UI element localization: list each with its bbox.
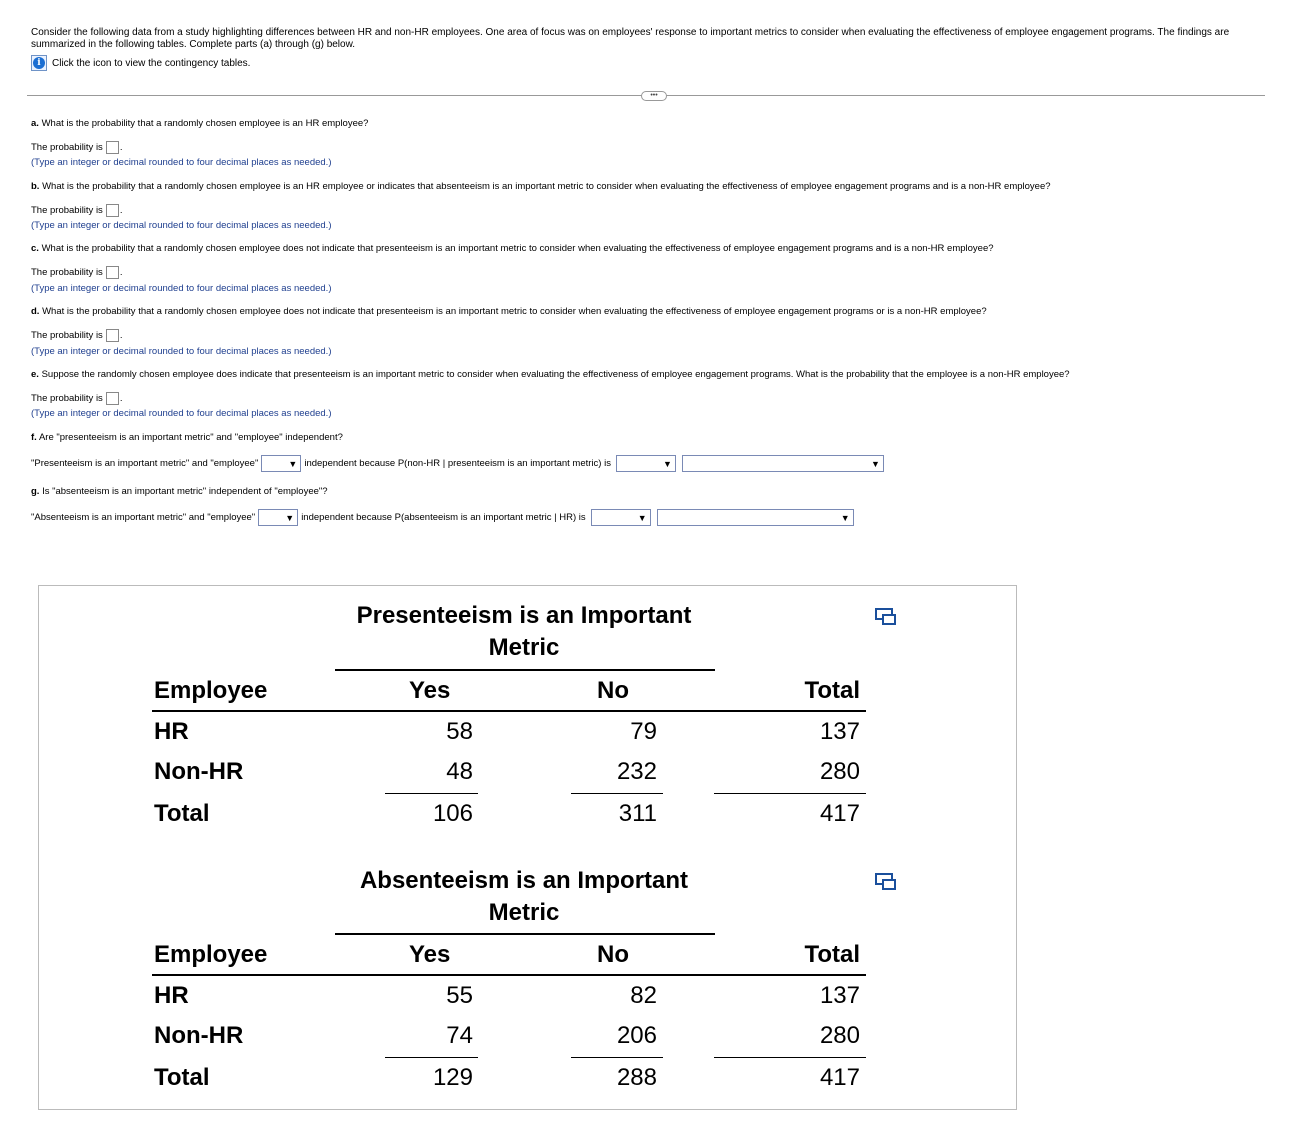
dropdown-arrow-icon: ▼ [288, 458, 298, 469]
hint-d: (Type an integer or decimal rounded to four decimal places as needed.) [31, 346, 332, 357]
table1-header-yes: Yes [409, 677, 451, 704]
table2-header-yes: Yes [409, 941, 451, 968]
table2-sum-rule [385, 1057, 478, 1058]
table1-cell: 106 [432, 800, 473, 827]
table2-cell: 137 [819, 982, 860, 1009]
table1-row-label: Non-HR [154, 758, 244, 785]
g-value-select[interactable] [657, 509, 854, 526]
answer-g-row: "Absenteeism is an important metric" and "employee" ▼ independent because P(absenteeism is an important metric | HR) is ▼ ▼ [31, 509, 857, 526]
table2-cell: 74 [446, 1022, 473, 1049]
table2-cell: 129 [432, 1064, 473, 1091]
answer-e-input[interactable] [106, 392, 119, 405]
table1-cell: 58 [446, 718, 473, 745]
table1-cell: 311 [618, 800, 657, 827]
answer-b-row: The probability is . [31, 205, 123, 216]
info-icon[interactable]: i [31, 55, 47, 71]
table1-sum-rule [714, 793, 866, 794]
table2-header-total: Total [804, 941, 860, 968]
question-d: d. What is the probability that a randomly chosen employee does not indicate that presenteeism is an important metric to consider when evaluating the effectiveness of employee engagement programs or is a non-HR employee? [31, 306, 987, 317]
answer-e-row: The probability is . [31, 393, 123, 404]
f-value-select[interactable] [682, 455, 884, 472]
table2-total-label: Total [154, 1064, 210, 1091]
expand-icon[interactable]: ••• [641, 91, 667, 101]
f-comparison-select[interactable] [616, 455, 676, 472]
question-c: c. What is the probability that a randomly chosen employee does not indicate that presenteeism is an important metric to consider when evaluating the effectiveness of employee engagement programs and is a non-HR employee? [31, 243, 994, 254]
hint-b: (Type an integer or decimal rounded to four decimal places as needed.) [31, 220, 332, 231]
table2-cell: 206 [616, 1022, 657, 1049]
table2-header-employee: Employee [154, 941, 268, 968]
dropdown-arrow-icon: ▼ [285, 512, 295, 523]
problem-intro: Consider the following data from a study highlighting differences between HR and non-HR employees. One area of focus was on employees' response to important metrics to consider when evaluating the effectiveness of employee engagement programs. The findings are summarized in the following tables. Complete parts (a) through (g) below. [31, 27, 1230, 50]
dropdown-arrow-icon: ▼ [637, 512, 647, 523]
table2-cell: 55 [446, 982, 473, 1009]
table1-row-label: HR [154, 718, 189, 745]
answer-d-row: The probability is . [31, 330, 123, 341]
table1-cell: 79 [630, 718, 657, 745]
table2-cell: 82 [630, 982, 657, 1009]
question-f: f. Are "presenteeism is an important metric" and "employee" independent? [31, 432, 343, 443]
table2-cell: 280 [819, 1022, 860, 1049]
table2-title-rule [335, 933, 715, 935]
table1-title-rule [335, 669, 715, 671]
copy-icon[interactable] [875, 873, 897, 891]
hint-c: (Type an integer or decimal rounded to four decimal places as needed.) [31, 283, 332, 294]
answer-b-input[interactable] [106, 204, 119, 217]
dropdown-arrow-icon: ▼ [663, 458, 672, 469]
table1-cell: 232 [616, 758, 657, 785]
question-e: e. Suppose the randomly chosen employee does indicate that presenteeism is an important metric to consider when evaluating the effectiveness of employee engagement programs. What is the probability that the employee is a non-HR employee? [31, 369, 1070, 380]
copy-icon[interactable] [875, 608, 897, 626]
info-text: Click the icon to view the contingency tables. [52, 57, 251, 69]
answer-d-input[interactable] [106, 329, 119, 342]
table1-cell: 417 [819, 800, 860, 827]
table1-header-no: No [597, 677, 629, 704]
table1-header-employee: Employee [154, 677, 268, 704]
answer-a-row: The probability is . [31, 142, 123, 153]
g-comparison-select[interactable] [591, 509, 651, 526]
answer-c-input[interactable] [106, 266, 119, 279]
table1-header-total: Total [804, 677, 860, 704]
table2-row-label: Non-HR [154, 1022, 244, 1049]
table2-sum-rule [571, 1057, 663, 1058]
table2-header-rule [152, 974, 866, 976]
question-a: a. What is the probability that a randomly chosen employee is an HR employee? [31, 118, 369, 129]
table2-cell: 417 [819, 1064, 860, 1091]
table1-cell: 280 [819, 758, 860, 785]
table2-row-label: HR [154, 982, 189, 1009]
contingency-tables-panel [38, 585, 1017, 1110]
table2-cell: 288 [616, 1064, 657, 1091]
table1-title: Presenteeism is an Important Metric [356, 602, 692, 661]
question-b: b. What is the probability that a randomly chosen employee is an HR employee or indicates that absenteeism is an important metric to consider when evaluating the effectiveness of employee engagement programs and is a non-HR employee? [31, 181, 1051, 192]
table1-cell: 137 [819, 718, 860, 745]
answer-a-input[interactable] [106, 141, 119, 154]
hint-e: (Type an integer or decimal rounded to four decimal places as needed.) [31, 408, 332, 419]
table1-cell: 48 [446, 758, 473, 785]
answer-c-row: The probability is . [31, 267, 123, 278]
table2-title: Absenteeism is an Important Metric [359, 867, 689, 926]
f-independence-select[interactable] [261, 455, 301, 472]
hint-a: (Type an integer or decimal rounded to four decimal places as needed.) [31, 157, 332, 168]
g-independence-select[interactable] [258, 509, 298, 526]
info-row [31, 54, 250, 72]
table2-header-no: No [597, 941, 629, 968]
table2-sum-rule [714, 1057, 866, 1058]
table1-sum-rule [385, 793, 478, 794]
dropdown-arrow-icon: ▼ [871, 458, 880, 469]
table1-header-rule [152, 710, 866, 712]
table1-sum-rule [571, 793, 663, 794]
answer-f-row: "Presenteeism is an important metric" and "employee" ▼ independent because P(non-HR | presenteeism is an important metric) is ▼ ▼ [31, 455, 887, 472]
table1-total-label: Total [154, 800, 210, 827]
question-g: g. Is "absenteeism is an important metric" independent of "employee"? [31, 486, 328, 497]
dropdown-arrow-icon: ▼ [840, 512, 850, 523]
